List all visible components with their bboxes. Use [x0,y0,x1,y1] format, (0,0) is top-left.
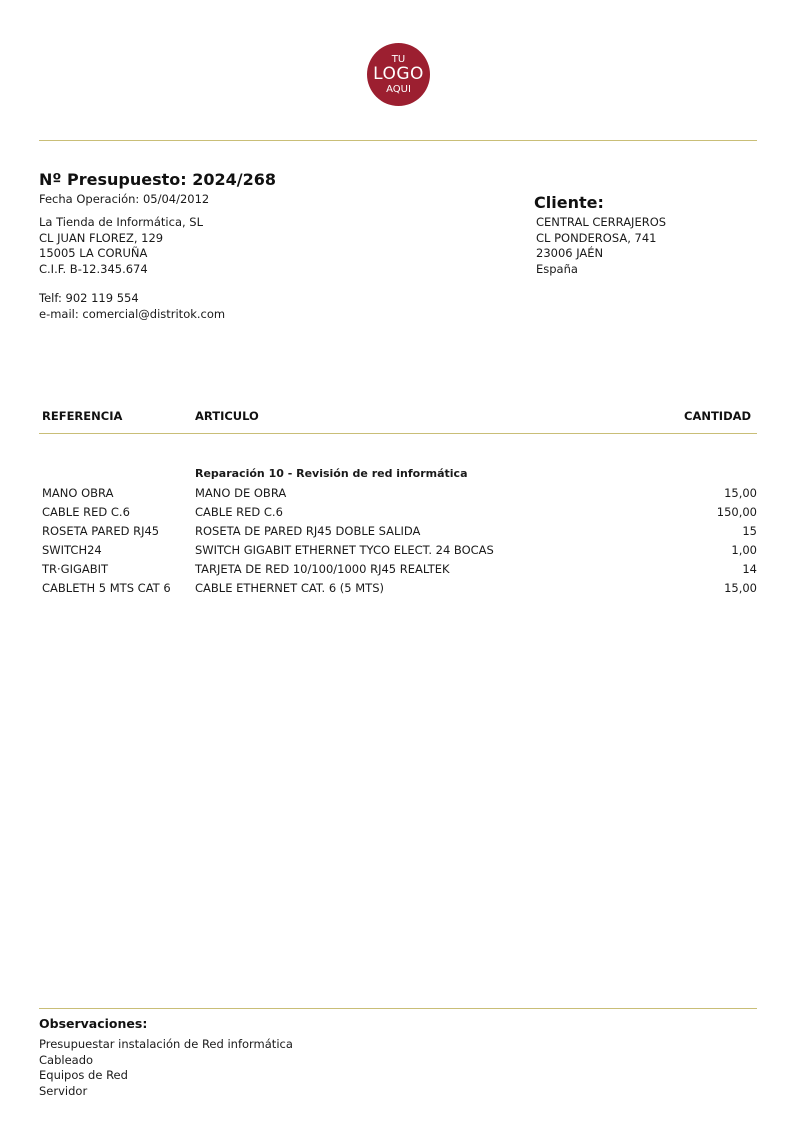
row-article: TARJETA DE RED 10/100/1000 RJ45 REALTEK [195,562,450,576]
client-label: Cliente: [534,193,604,212]
row-article: CABLE RED C.6 [195,505,283,519]
row-quantity: 14 [742,562,757,576]
row-reference: MANO OBRA [42,486,114,500]
column-header-article: ARTICULO [195,409,259,423]
row-article: CABLE ETHERNET CAT. 6 (5 MTS) [195,581,384,595]
observation-line: Servidor [39,1083,88,1098]
row-reference: CABLE RED C.6 [42,505,130,519]
company-name: La Tienda de Informática, SL [39,215,204,229]
column-header-quantity: CANTIDAD [684,409,752,423]
observations-list [39,1037,293,1099]
row-article: ROSETA DE PARED RJ45 DOBLE SALIDA [195,524,421,538]
table-header-divider [39,433,757,434]
row-quantity: 15,00 [724,581,757,595]
column-header-reference: REFERENCIA [42,409,123,423]
row-reference: ROSETA PARED RJ45 [42,524,160,538]
header-divider [39,140,757,141]
client-country: España [536,261,578,276]
company-address [39,215,203,277]
company-street: CL JUAN FLOREZ, 129 [39,230,164,245]
observation-line: Cableado [39,1052,94,1067]
footer-divider [39,1008,757,1009]
observations-title: Observaciones: [39,1016,148,1031]
row-article: MANO DE OBRA [195,486,287,500]
quote-number: Nº Presupuesto: 2024/268 [39,170,276,189]
logo-text-2: LOGO [373,63,424,84]
row-reference: SWITCH24 [42,543,102,557]
section-title: Reparación 10 - Revisión de red informática [195,467,468,480]
observation-line: Equipos de Red [39,1068,128,1082]
company-contact [39,291,225,322]
observation-line: Presupuestar instalación de Red informática [39,1037,293,1051]
row-reference: TR·GIGABIT [42,562,109,576]
company-city: 15005 LA CORUÑA [39,246,148,260]
row-quantity: 15 [742,524,757,538]
company-phone: Telf: 902 119 554 [39,291,139,305]
company-logo [367,43,430,106]
table-row [42,486,757,505]
row-quantity: 15,00 [724,486,757,500]
table-row [42,543,757,562]
row-reference: CABLETH 5 MTS CAT 6 [42,581,171,595]
table-row [42,524,757,543]
logo-text-3: AQUI [386,83,411,95]
client-name: CENTRAL CERRAJEROS [536,215,667,229]
client-city: 23006 JAÉN [536,246,604,260]
table-row [42,505,757,524]
table-row [42,581,757,600]
row-article: SWITCH GIGABIT ETHERNET TYCO ELECT. 24 BOCAS [195,543,494,557]
client-street: CL PONDEROSA, 741 [536,230,657,245]
table-row [42,562,757,581]
operation-date: Fecha Operación: 05/04/2012 [39,192,210,206]
company-cif: C.I.F. B-12.345.674 [39,261,148,276]
row-quantity: 150,00 [716,505,757,519]
company-email: e-mail: comercial@distritok.com [39,306,226,321]
row-quantity: 1,00 [731,543,757,557]
logo-text-1: TU [391,53,406,65]
client-address [536,215,666,277]
